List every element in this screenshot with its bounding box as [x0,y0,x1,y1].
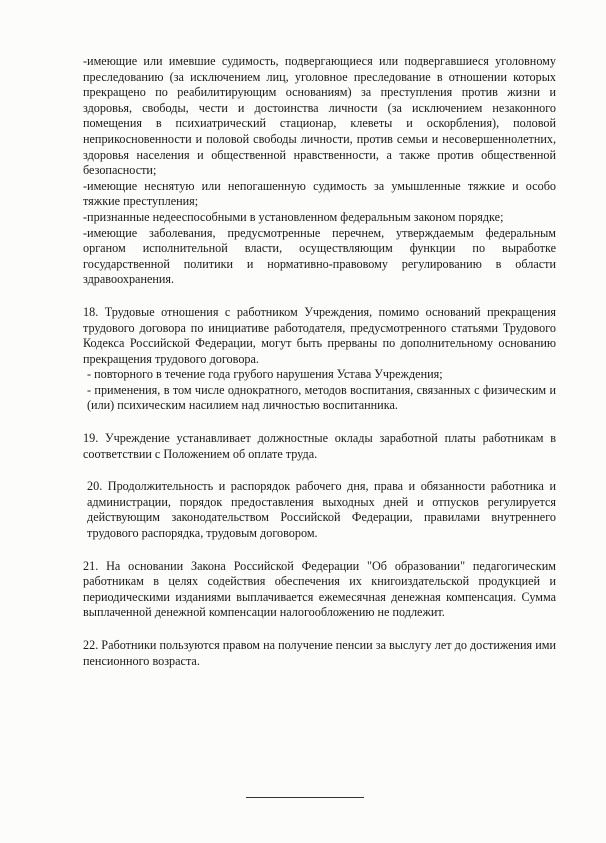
closing-rule [246,797,364,798]
paragraph-21: 21. На основании Закона Российской Федерации "Об образовании" педагогическим работникам в целях содействия обеспечения их книгоиздательской продукцией и периодическими изданиями выплачивается ежемесячная денежная компенсация. Сумма выплаченной денежной компенсации налогообложению не подлежит. [83,558,556,620]
list-item: -имеющие заболевания, предусмотренные перечнем, утверждаемым федеральным органом исполнительной власти, осуществляющим функции по выработке государственной политики и нормативно-правовому регулированию в области здравоохранения. [83,225,556,287]
document-body [83,54,556,669]
paragraph-22: 22. Работники пользуются правом на получение пенсии за выслугу лет до достижения ими пенсионного возраста. [83,638,556,668]
paragraph-18: 18. Трудовые отношения с работником Учреждения, помимо оснований прекращения трудового договора по инициативе работодателя, предусмотренного статьями Трудового Кодекса Российской Федерации, могут быть прерваны по дополнительному основанию прекращения трудового договора. [83,304,556,366]
paragraph-19: 19. Учреждение устанавливает должностные оклады заработной платы работникам в соответствии с Положением об оплате труда. [83,431,556,461]
paragraph-20: 20. Продолжительность и распорядок рабочего дня, права и обязанности работника и администрации, порядок предоставления выходных дней и отпусков регулируется действующим законодательством Российской Федерации, правилами внутреннего трудового распорядка, трудовым договором. [87,479,556,541]
paragraph-18-item: - применения, в том числе однократного, методов воспитания, связанных с физическим и (или) психическим насилием над личностью воспитанника. [87,382,556,413]
list-item: -признанные недееспособными в установленном федеральным законом порядке; [83,209,504,224]
paragraph-18-item: - повторного в течение года грубого нарушения Устава Учреждения; [87,367,443,382]
list-item: -имеющие или имевшие судимость, подвергающиеся или подвергавшиеся уголовному преследованию (за исключением лиц, уголовное преследование в отношении которых прекращено по реабилитирующим основаниям) за преступления против жизни и здоровья, свободы, чести и достоинства личности (за исключением незаконного помещения в психиатрический стационар, клеветы и оскорбления), половой неприкосновенности и половой свободы личности, против семьи и несовершеннолетних, здоровья населения и общественной нравственности, а также против общественной безопасности; [83,54,556,178]
list-item: -имеющие неснятую или непогашенную судимость за умышленные тяжкие и особо тяжкие преступления; [83,178,556,209]
